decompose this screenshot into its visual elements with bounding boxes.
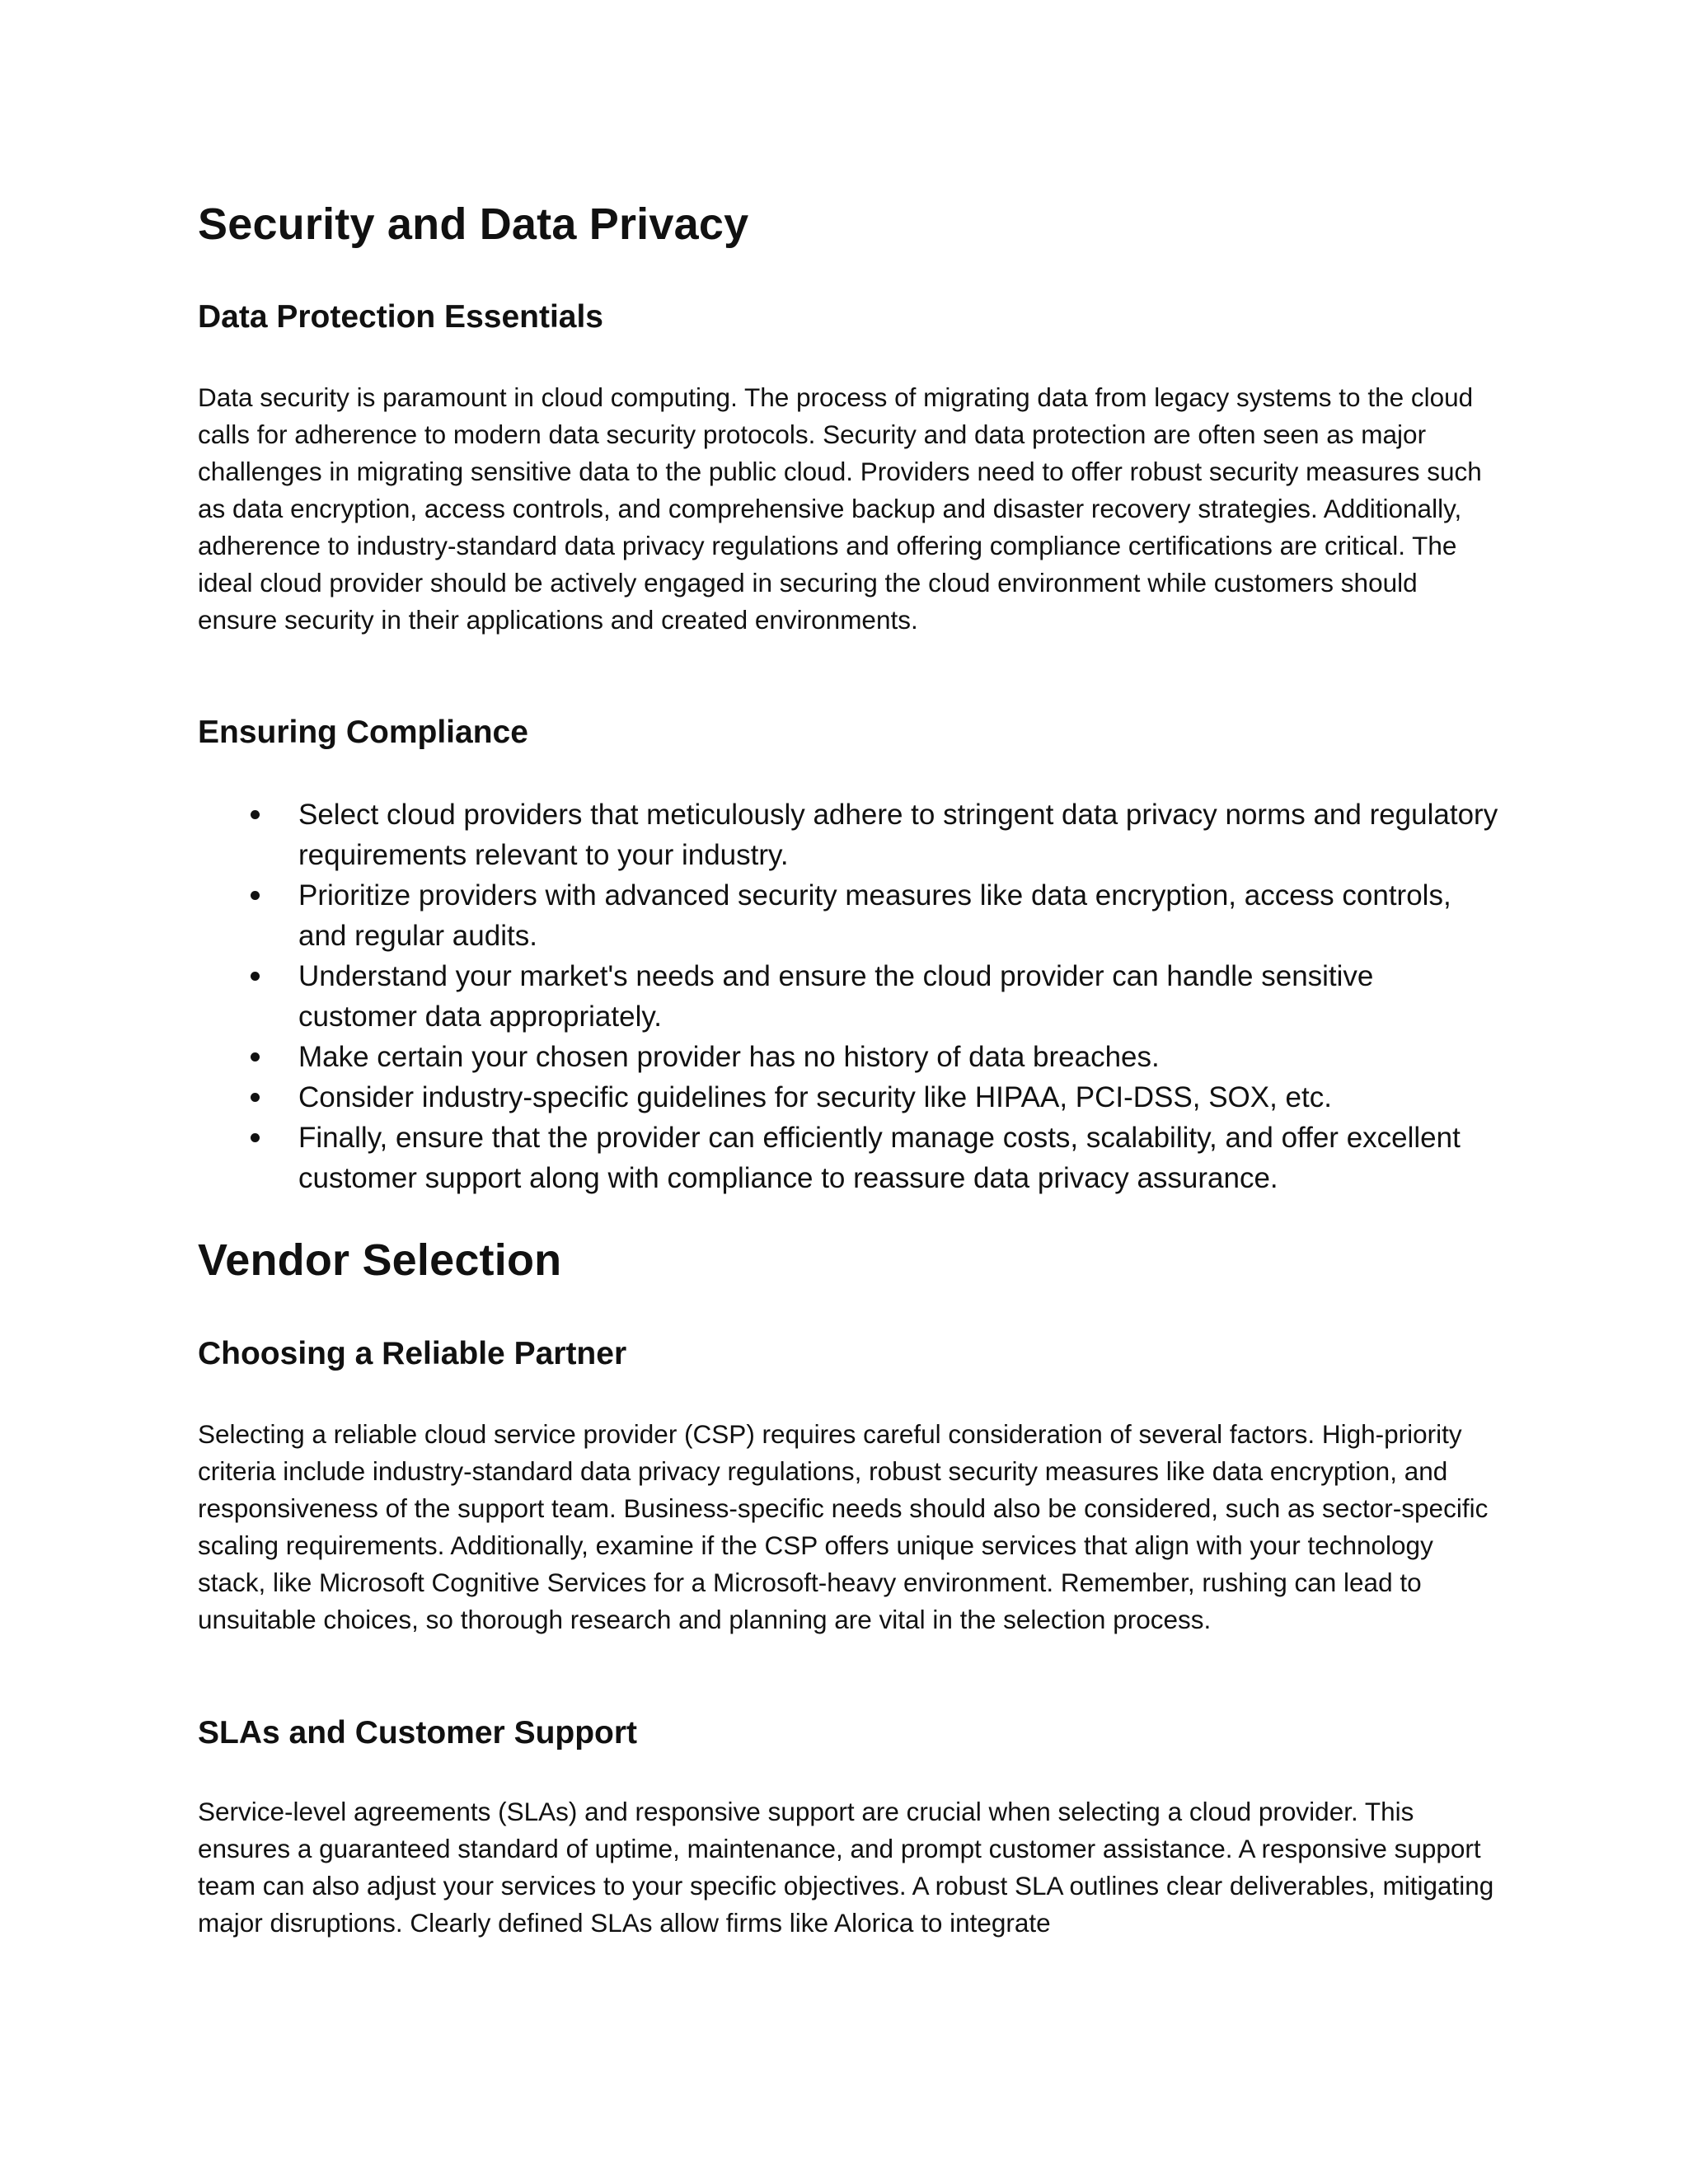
list-item-text: Select cloud providers that meticulously adhere to stringent data privacy norms and regulatory requirements relevant to your industry. <box>298 799 1498 871</box>
list-item <box>198 1077 1500 1118</box>
bullet-icon <box>251 891 260 900</box>
list-item <box>198 956 1500 1037</box>
list-item-text: Make certain your chosen provider has no history of data breaches. <box>298 1041 1160 1073</box>
paragraph-slas-support: Service-level agreements (SLAs) and responsive support are crucial when selecting a cloud provider. This ensures a guaranteed standard of uptime, maintenance, and prompt customer assistance. A responsive support team can also adjust your services to your specific objectives. A robust SLA outlines clear deliverables, mitigating major disruptions. Clearly defined SLAs allow firms like Alorica to integrate <box>198 1797 1494 1938</box>
section-title-security: Security and Data Privacy <box>198 199 749 249</box>
list-item <box>198 1118 1500 1198</box>
bullet-icon <box>251 972 260 981</box>
bullet-icon <box>251 1133 260 1142</box>
list-item <box>198 794 1500 875</box>
heading-slas-support: SLAs and Customer Support <box>198 1715 638 1750</box>
heading-data-protection: Data Protection Essentials <box>198 299 603 335</box>
heading-reliable-partner: Choosing a Reliable Partner <box>198 1336 627 1371</box>
list-item-text: Finally, ensure that the provider can efficiently manage costs, scalability, and offer excellent customer support along with compliance to reassure data privacy assurance. <box>298 1122 1461 1194</box>
paragraph-data-protection: Data security is paramount in cloud computing. The process of migrating data from legacy systems to the cloud calls for adherence to modern data security protocols. Security and data protection are often seen as major challenges in migrating sensitive data to the public cloud. Providers need to offer robust security measures such as data encryption, access controls, and comprehensive backup and disaster recovery strategies. Additionally, adherence to industry-standard data privacy regulations and offering compliance certifications are critical. The ideal cloud provider should be actively engaged in securing the cloud environment while customers should ensure security in their applications and created environments. <box>198 382 1482 635</box>
compliance-bullet-list <box>198 794 1500 1198</box>
bullet-icon <box>251 1093 260 1102</box>
list-item <box>198 1037 1500 1077</box>
list-item-text: Consider industry-specific guidelines for security like HIPAA, PCI-DSS, SOX, etc. <box>298 1081 1332 1113</box>
heading-ensuring-compliance: Ensuring Compliance <box>198 715 528 750</box>
list-item <box>198 875 1500 956</box>
paragraph-reliable-partner: Selecting a reliable cloud service provider (CSP) requires careful consideration of several factors. High-priority criteria include industry-standard data privacy regulations, robust security measures like data encryption, and responsiveness of the support team. Business-specific needs should also be considered, such as sector-specific scaling requirements. Additionally, examine if the CSP offers unique services that align with your technology stack, like Microsoft Cognitive Services for a Microsoft-heavy environment. Remember, rushing can lead to unsuitable choices, so thorough research and planning are vital in the selection process. <box>198 1419 1489 1634</box>
bullet-icon <box>251 1052 260 1062</box>
bullet-icon <box>251 810 260 819</box>
list-item-text: Prioritize providers with advanced security measures like data encryption, access controls, and regular audits. <box>298 879 1451 952</box>
section-title-vendor: Vendor Selection <box>198 1235 562 1285</box>
list-item-text: Understand your market's needs and ensure the cloud provider can handle sensitive customer data appropriately. <box>298 960 1374 1033</box>
